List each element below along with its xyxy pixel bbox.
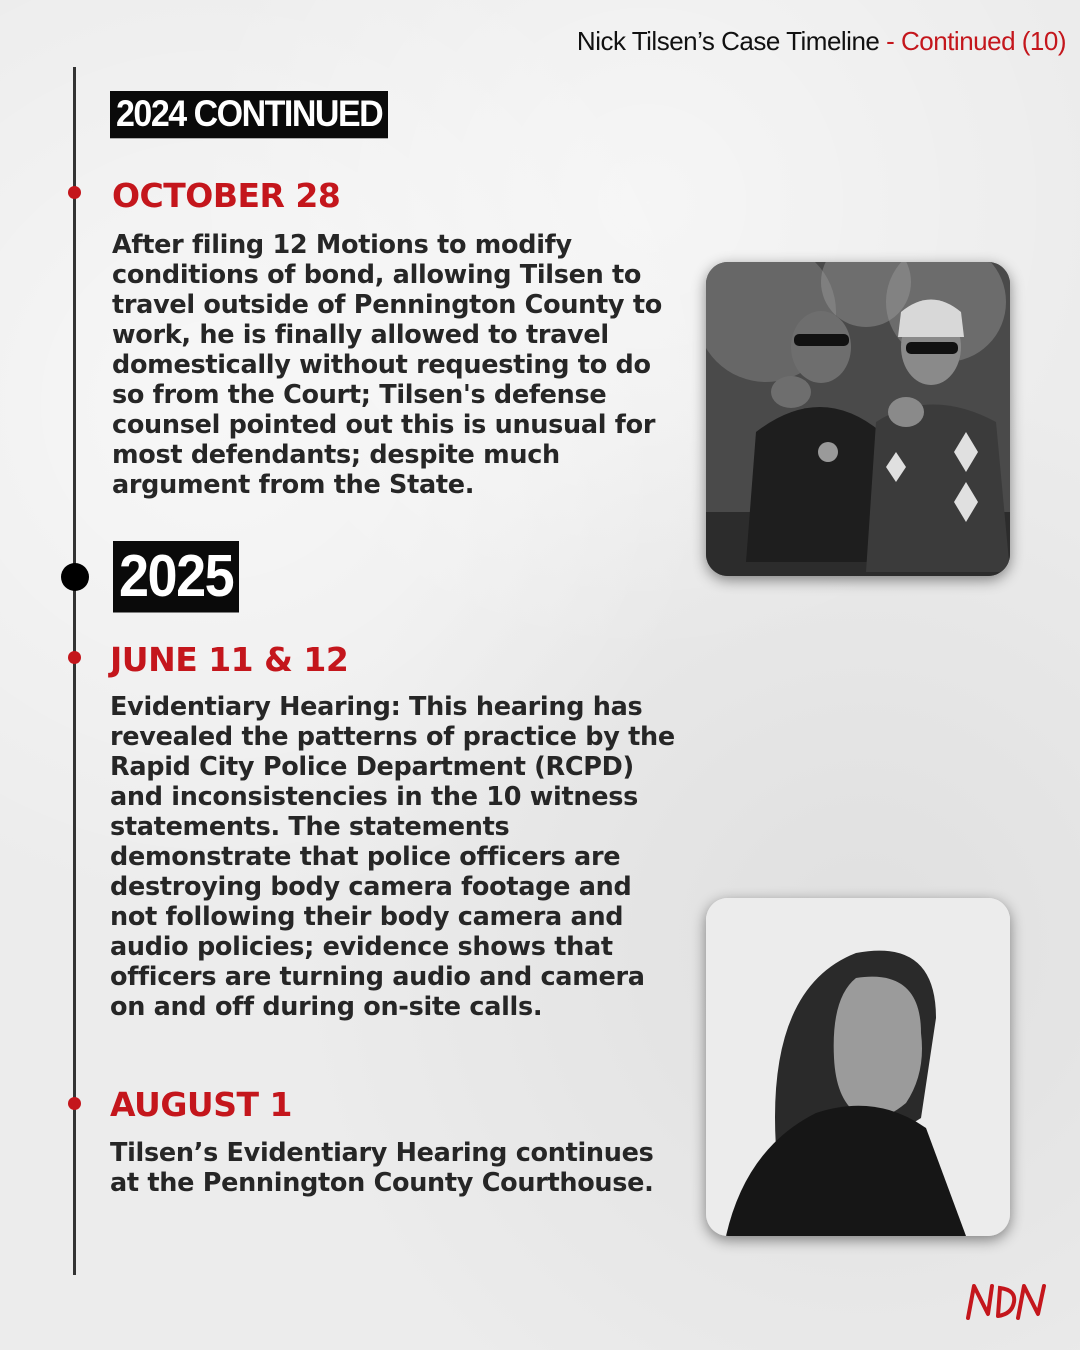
entry-text-october-28: After filing 12 Motions to modify conditions of bond, allowing Tilsen to travel outside of Pennington County to work, he is finally allowed to travel domestically without requesting to do so from the Court; Tilsen's defense counsel pointed out this is unusual for most defendants; despite much argument from the State. <box>112 230 662 500</box>
timeline-line <box>73 67 76 1275</box>
header-title: Nick Tilsen’s Case Timeline <box>576 26 880 56</box>
header-continued: - Continued (10) <box>879 26 1066 56</box>
ndn-logo <box>964 1280 1048 1322</box>
year-tag-2024: 2024 CONTINUED <box>110 91 388 138</box>
page-header <box>577 26 1066 57</box>
entry-date-october-28: OCTOBER 28 <box>112 176 341 215</box>
photo-two-men-illustration <box>706 262 1010 576</box>
year-tag-2025: 2025 <box>113 541 239 613</box>
entry-text-august-1: Tilsen’s Evidentiary Hearing continues at the Pennington County Courthouse. <box>110 1138 654 1198</box>
timeline-dot <box>68 651 81 664</box>
entry-date-june: JUNE 11 & 12 <box>110 640 349 679</box>
timeline-dot <box>68 186 81 199</box>
entry-date-august-1: AUGUST 1 <box>110 1085 292 1124</box>
timeline-dot-year <box>61 563 89 591</box>
photo-two-men <box>706 262 1010 576</box>
entry-text-june: Evidentiary Hearing: This hearing has revealed the patterns of practice by the Rapid City Police Department (RCPD) and inconsistencies in the 10 witness statements. The statements demonstrate that police officers are destroying body camera footage and not following their body camera and audio policies; evidence shows that officers are turning audio and camera on and off during on-site calls. <box>110 692 675 1022</box>
photo-portrait-illustration <box>706 898 1010 1236</box>
timeline-dot <box>68 1097 81 1110</box>
photo-portrait <box>706 898 1010 1236</box>
